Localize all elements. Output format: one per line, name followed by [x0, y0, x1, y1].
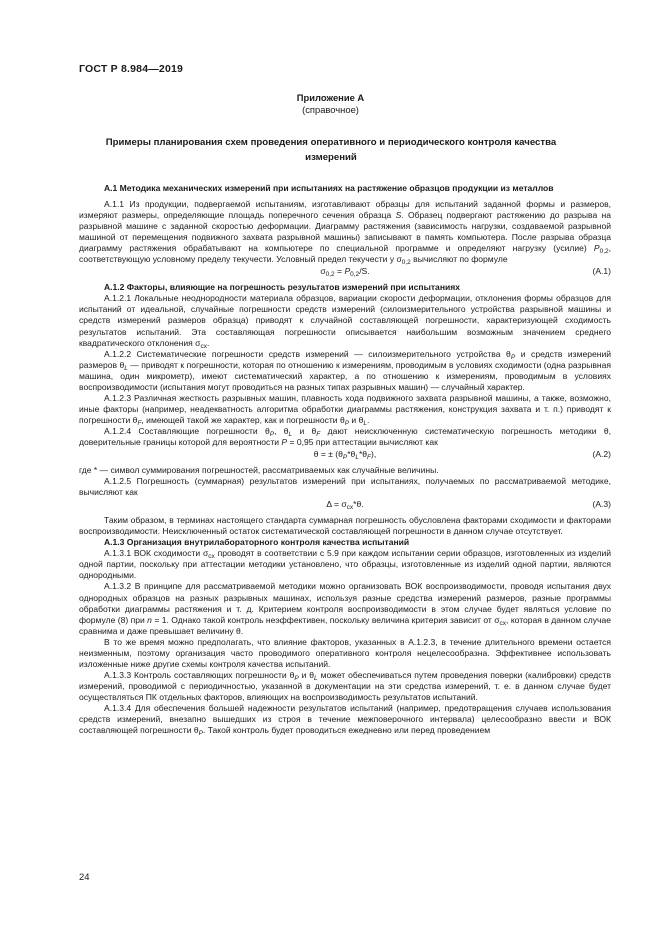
- formula-a1: $\sigma_{0,2} = P_{0,2}/S$.: [320, 266, 370, 279]
- paragraph-where: где * — символ суммирования погрешностей, рассматриваемых как случайные величины.: [79, 465, 439, 476]
- paragraph-a1-3-2-cont: В то же время можно предполагать, что влияние факторов, указанных в А.1.2.3, в течение длительного времени остается неизменным, поэтому организация часто проводимого оперативного контроля нецелесообразна. Эффективнее использовать изложенные ниже другие схемы контроля качества испытаний.: [79, 636, 611, 669]
- paragraph-a1-2-5: А.1.2.5 Погрешность (суммарная) результатов измерений при испытаниях, получаемых по рассматриваемой методике, вычисляют как: [79, 476, 611, 498]
- paragraph-a1-2-1: А.1.2.1 Локальные неоднородности материала образцов, вариации скорости деформации, отклонения формы образцов для испытаний от идеальной, случайные погрешности средств измерений (силоизмерительного устройства разрывной машины и средств измерений размеров образца) приводят к случайной составляющей погрешности, характеризующей сходимость результатов испытаний. Эта составляющая погрешности описывается наибольшим возможным значением среднего квадратического отклонения $\sigma_{сх}$.: [79, 293, 611, 350]
- section-heading-a1-3: А.1.3 Организация внутрилабораторного контроля качества испытаний: [104, 537, 410, 548]
- section-heading-a1-2: А.1.2 Факторы, влияющие на погрешность результатов измерений при испытаниях: [104, 282, 460, 293]
- appendix-title: Примеры планирования схем проведения оперативного и периодического контроля качества измерений: [105, 137, 557, 163]
- paragraph-a1-2-2: А.1.2.2 Систематические погрешности средств измерений — силоизмерительного устройства $\theta_P$ и средств измерений размеров $\theta_L$ — приводят к погрешности, которая по отношению к измерениям, проводимым в условиях сходимости (одна разрывная машина, один микрометр), имеют систематический характер, а по отношению к измерениям, проводимым в условиях воспроизводимости (испытания могут проводиться на разных типах разрывных машин) — случайный характер.: [79, 348, 612, 392]
- paragraph-a1-2-3: А.1.2.3 Различная жесткость разрывных машин, плавность хода подвижного захвата разрывной машины, а также, возможно, иные факторы (например, неадекватность алгоритма обработки диаграммы растяжения, конструкция захвата и т. п.) приводят к погрешности $\theta_F$, имеющей такой же характер, как и погрешности $\theta_P$ и $\theta_L$.: [79, 392, 611, 427]
- paragraph-a1-3-1: А.1.3.1 ВОК сходимости $\sigma_{сх}$ проводят в соответствии с 5.9 при каждом испытании серии образцов, изготовленных из изделий одной партии, поскольку при аттестации методики установлено, что образцы, изготовленные из изделий одной партии, являются однородными.: [79, 548, 611, 581]
- paragraph-a1-2-4: А.1.2.4 Составляющие погрешности $\theta_P$, $\theta_L$ и $\theta_F$ дают неисключенную систематическую погрешность методики θ, доверительные границы которой для вероятности P = 0,95 при аттестации вычисляют как: [79, 425, 611, 447]
- formula-a2: θ = ± $(\theta_P*\theta_L*\theta_F)$,: [313, 449, 377, 462]
- section-heading-a1: А.1 Методика механических измерений при испытаниях на растяжение образцов продукции из металлов: [104, 183, 554, 193]
- appendix-label: Приложение А: [296, 92, 365, 103]
- page-number: 24: [79, 872, 90, 883]
- formula-a3: $\Delta = \sigma_{сх}*\theta$.: [326, 499, 364, 512]
- equation-a3: [79, 499, 611, 513]
- paragraph-a1-1: А.1.1 Из продукции, подвергаемой испытаниям, изготавливают образцы для испытаний заданной формы и размеров, измеряют размеры, определяющие площадь поперечного сечения образца S. Образец подвергают растяжению до разрыва на разрывной машине с заданной скоростью деформации. Диаграмму растяжения (зависимость нагрузки, создаваемой разрывной машиной от перемещения подвижного захвата разрывной машины) записывают в память компьютера. После разрыва образца диаграмму растяжения обрабатывают на компьютере по специальной программе и определяют нагрузку (усилие) $P_{0,2}$, соответствующую условному пределу текучести. Условный предел текучести у $\sigma_{0,2}$ вычисляют по формуле: [79, 199, 611, 267]
- standard-header: ГОСТ Р 8.984—2019: [79, 63, 184, 75]
- paragraph-a1-3-2: А.1.3.2 В принципе для рассматриваемой методики можно организовать ВОК воспроизводимости, проводя испытания двух однородных образцов на разных разрывных машинах, используя разные средства измерений размеров, разные программы обработки диаграммы растяжения и т. д. Критерием контроля воспроизводимости в этом случае будет являться условие по формуле (8) при n = 1. Однако такой контроль неэффективен, поскольку величина критерия зависит от $\sigma_{сх}$, которая в данном случае сравнима и даже превышает величину θ.: [79, 581, 611, 636]
- equation-a2: [79, 449, 611, 463]
- paragraph-summary: Таким образом, в терминах настоящего стандарта суммарная погрешность обусловлена факторами сходимости и факторами воспроизводимости. Неисключенный остаток систематической составляющей погрешности в данном случае отсутствует.: [79, 515, 611, 537]
- paragraph-a1-3-3: А.1.3.3 Контроль составляющих погрешности $\theta_P$ и $\theta_L$ может обеспечиваться путем проведения поверки (калибровки) средств измерений, проводимой с периодичностью, указанной в документации на эти средства измерений, т. е. в данном случае будет осуществляться ПК отдельных факторов, влияющих на воспроизводимость результатов испытаний.: [79, 669, 611, 702]
- equation-number-a3: (А.3): [592, 499, 611, 510]
- paragraph-a1-3-4: А.1.3.4 Для обеспечения большей надежности результатов испытаний (например, предотвращения случаев использования средств измерений, внезапно вышедших из строя в течение межповерочного интервала) целесообразно ввести и ВОК составляющей погрешности $\theta_P$. Такой контроль будет проводиться ежедневно или перед проведением: [79, 702, 611, 738]
- equation-number-a1: (А.1): [592, 266, 611, 277]
- equation-a1: [79, 266, 611, 280]
- appendix-note: (справочное): [302, 104, 359, 115]
- document-body: [79, 183, 611, 736]
- equation-number-a2: (А.2): [592, 449, 611, 460]
